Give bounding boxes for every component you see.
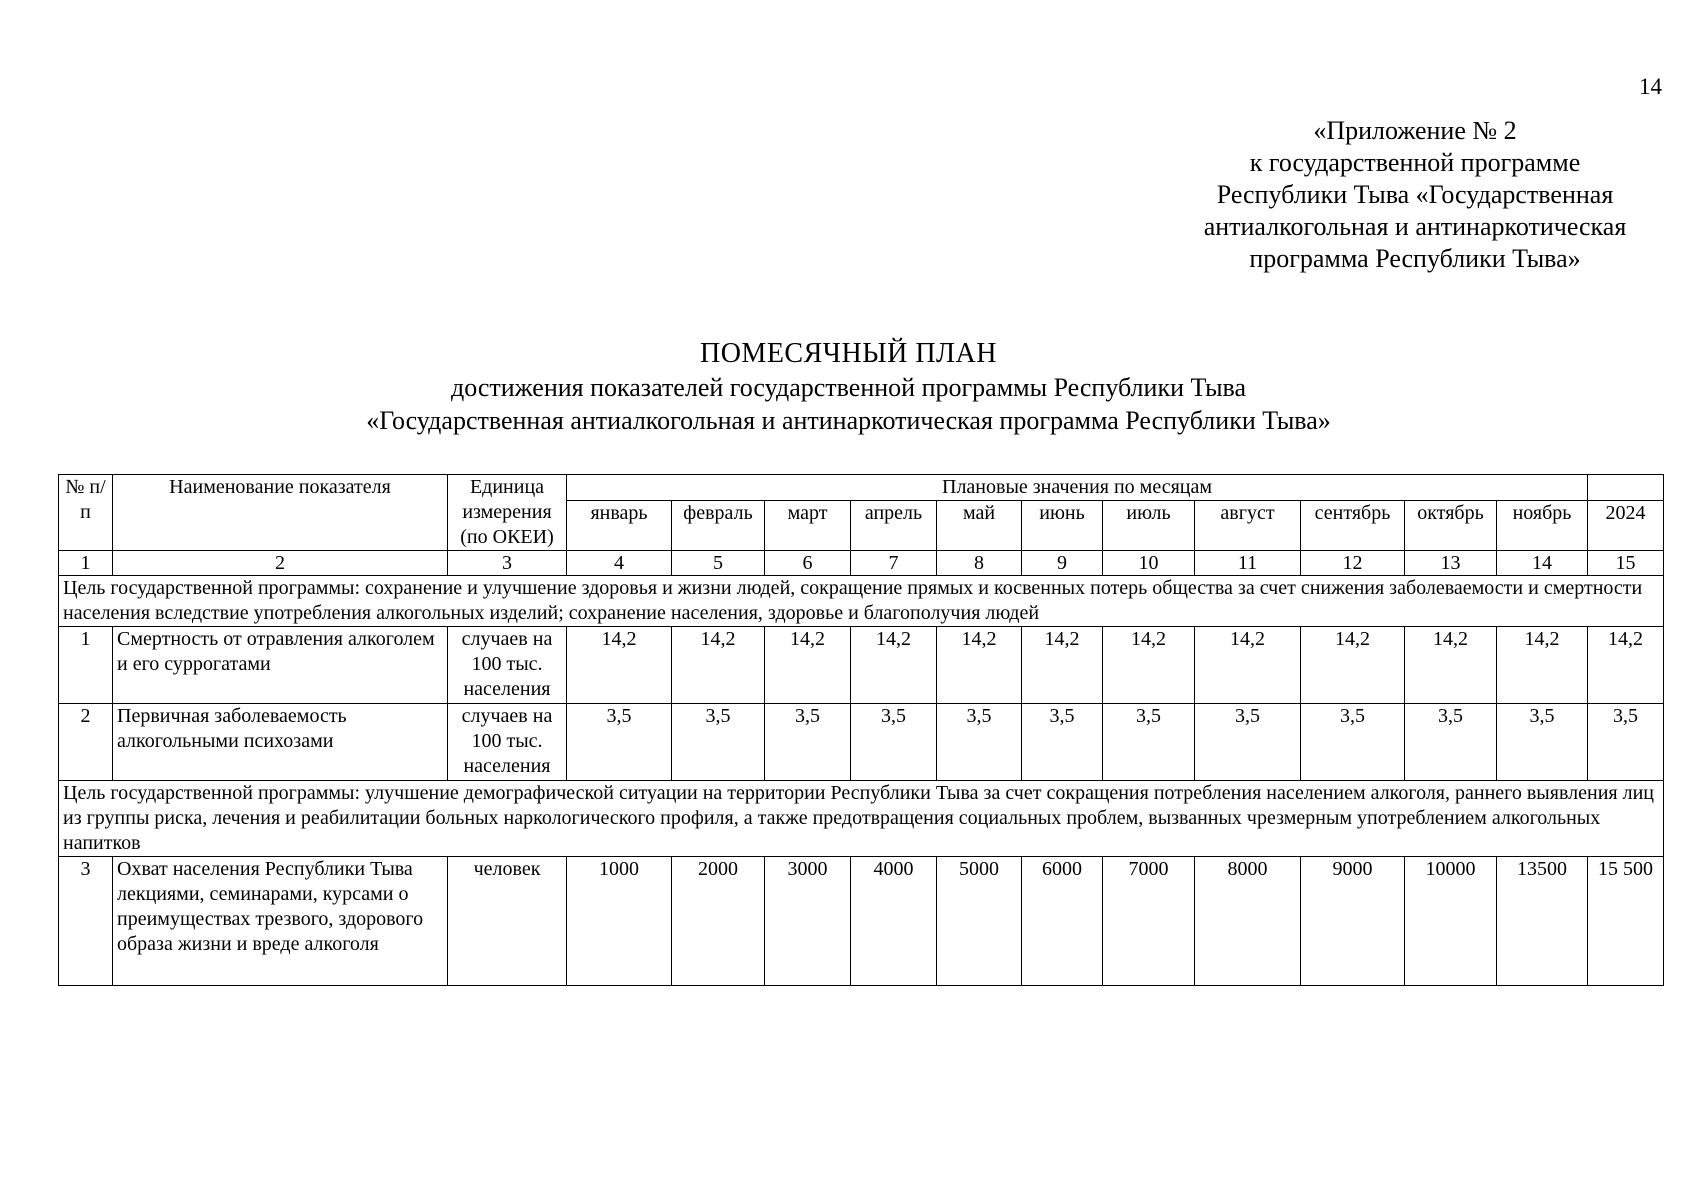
value-cell: 3,5 (765, 704, 851, 781)
header-month: февраль (672, 501, 765, 551)
header-month: апрель (851, 501, 937, 551)
header-month: январь (567, 501, 672, 551)
column-number: 1 (59, 551, 113, 576)
goal-text: Цель государственной программы: улучшение демографической ситуации на территории Республики Тыва за счет сокращения потребления населением алкоголя, раннего выявления лиц из группы риска, лечения и реабилитации больных наркологического профиля, а также предотвращения социальных проблем, вызванных чрезмерным употреблением алкогольных напитков (59, 781, 1664, 857)
value-cell: 14,2 (937, 627, 1022, 704)
value-cell: 3,5 (1022, 704, 1103, 781)
subtitle-line: достижения показателей государственной программы Республики Тыва (450, 373, 1247, 402)
header-month: август (1195, 501, 1301, 551)
value-cell: 14,2 (672, 627, 765, 704)
value-cell: 4000 (851, 857, 937, 986)
value-cell: 14,2 (1497, 627, 1588, 704)
indicator-name: Первичная заболеваемость алкогольными психозами (113, 704, 448, 781)
header-empty (1588, 475, 1664, 501)
value-cell: 14,2 (567, 627, 672, 704)
column-number: 3 (448, 551, 567, 576)
value-cell: 13500 (1497, 857, 1588, 986)
value-cell: 3,5 (1588, 704, 1664, 781)
value-cell: 3,5 (1195, 704, 1301, 781)
table-row (59, 857, 1664, 986)
column-number: 14 (1497, 551, 1588, 576)
column-number: 9 (1022, 551, 1103, 576)
value-cell: 3,5 (937, 704, 1022, 781)
header-month: сентябрь (1301, 501, 1405, 551)
column-number: 6 (765, 551, 851, 576)
column-number: 4 (567, 551, 672, 576)
value-cell: 1000 (567, 857, 672, 986)
header-month: март (765, 501, 851, 551)
unit-cell: случаев на 100 тыс. населения (448, 704, 567, 781)
value-cell: 3,5 (1405, 704, 1497, 781)
appendix-line: антиалкогольная и антинаркотическая (1203, 212, 1627, 241)
column-number: 8 (937, 551, 1022, 576)
header-year: 2024 (1588, 501, 1664, 551)
value-cell: 14,2 (1195, 627, 1301, 704)
appendix-header (1180, 115, 1650, 275)
column-number: 12 (1301, 551, 1405, 576)
value-cell: 14,2 (1022, 627, 1103, 704)
row-num: 1 (59, 627, 113, 704)
header-month: июль (1103, 501, 1195, 551)
header-month: ноябрь (1497, 501, 1588, 551)
page-number: 14 (1639, 74, 1662, 99)
header-row (59, 475, 1664, 501)
row-num: 3 (59, 857, 113, 986)
value-cell: 3,5 (567, 704, 672, 781)
value-cell: 3,5 (1103, 704, 1195, 781)
unit-cell: человек (448, 857, 567, 986)
table-row (59, 704, 1664, 781)
value-cell: 5000 (937, 857, 1022, 986)
header-name: Наименование показателя (113, 475, 448, 551)
document-title: ПОМЕСЯЧНЫЙ ПЛАН (699, 338, 997, 369)
header-planned: Плановые значения по месяцам (567, 475, 1588, 501)
unit-cell: случаев на 100 тыс. населения (448, 627, 567, 704)
indicator-name: Смертность от отравления алкоголем и его суррогатами (113, 627, 448, 704)
value-cell: 8000 (1195, 857, 1301, 986)
column-number: 5 (672, 551, 765, 576)
table-row (59, 627, 1664, 704)
appendix-line: Республики Тыва «Государственная (1216, 180, 1614, 209)
value-cell: 9000 (1301, 857, 1405, 986)
row-num: 2 (59, 704, 113, 781)
column-number: 10 (1103, 551, 1195, 576)
value-cell: 3,5 (1497, 704, 1588, 781)
value-cell: 14,2 (1405, 627, 1497, 704)
value-cell: 3,5 (1301, 704, 1405, 781)
appendix-line: программа Республики Тыва» (1249, 244, 1581, 273)
header-unit: Единица измерения (по ОКЕИ) (448, 475, 567, 551)
column-number: 11 (1195, 551, 1301, 576)
value-cell: 14,2 (1588, 627, 1664, 704)
column-number: 2 (113, 551, 448, 576)
column-number: 7 (851, 551, 937, 576)
appendix-line: «Приложение № 2 (1313, 116, 1517, 145)
header-month: май (937, 501, 1022, 551)
goal-text: Цель государственной программы: сохранение и улучшение здоровья и жизни людей, сокращение прямых и косвенных потерь общества за счет снижения заболеваемости и смертности населения вследствие употребления алкогольных изделий; сохранение населения, здоровье и благополучия людей (59, 576, 1664, 627)
value-cell: 14,2 (765, 627, 851, 704)
document-subtitle (0, 371, 1697, 437)
value-cell: 3,5 (672, 704, 765, 781)
value-cell: 3,5 (851, 704, 937, 781)
header-month: октябрь (1405, 501, 1497, 551)
goal-row (59, 576, 1664, 627)
value-cell: 14,2 (851, 627, 937, 704)
value-cell: 2000 (672, 857, 765, 986)
value-cell: 7000 (1103, 857, 1195, 986)
column-number: 13 (1405, 551, 1497, 576)
value-cell: 15 500 (1588, 857, 1664, 986)
header-num: № п/п (59, 475, 113, 551)
column-number: 15 (1588, 551, 1664, 576)
value-cell: 10000 (1405, 857, 1497, 986)
goal-row (59, 781, 1664, 857)
indicator-name: Охват населения Республики Тыва лекциями, семинарами, курсами о преимуществах трезвого, здорового образа жизни и вреде алкоголя (113, 857, 448, 986)
subtitle-line: «Государственная антиалкогольная и антинаркотическая программа Республики Тыва» (366, 406, 1331, 435)
value-cell: 3000 (765, 857, 851, 986)
monthly-plan-table (58, 474, 1664, 986)
appendix-line: к государственной программе (1249, 148, 1581, 177)
header-month: июнь (1022, 501, 1103, 551)
value-cell: 14,2 (1103, 627, 1195, 704)
value-cell: 6000 (1022, 857, 1103, 986)
value-cell: 14,2 (1301, 627, 1405, 704)
column-numbers-row (59, 551, 1664, 576)
